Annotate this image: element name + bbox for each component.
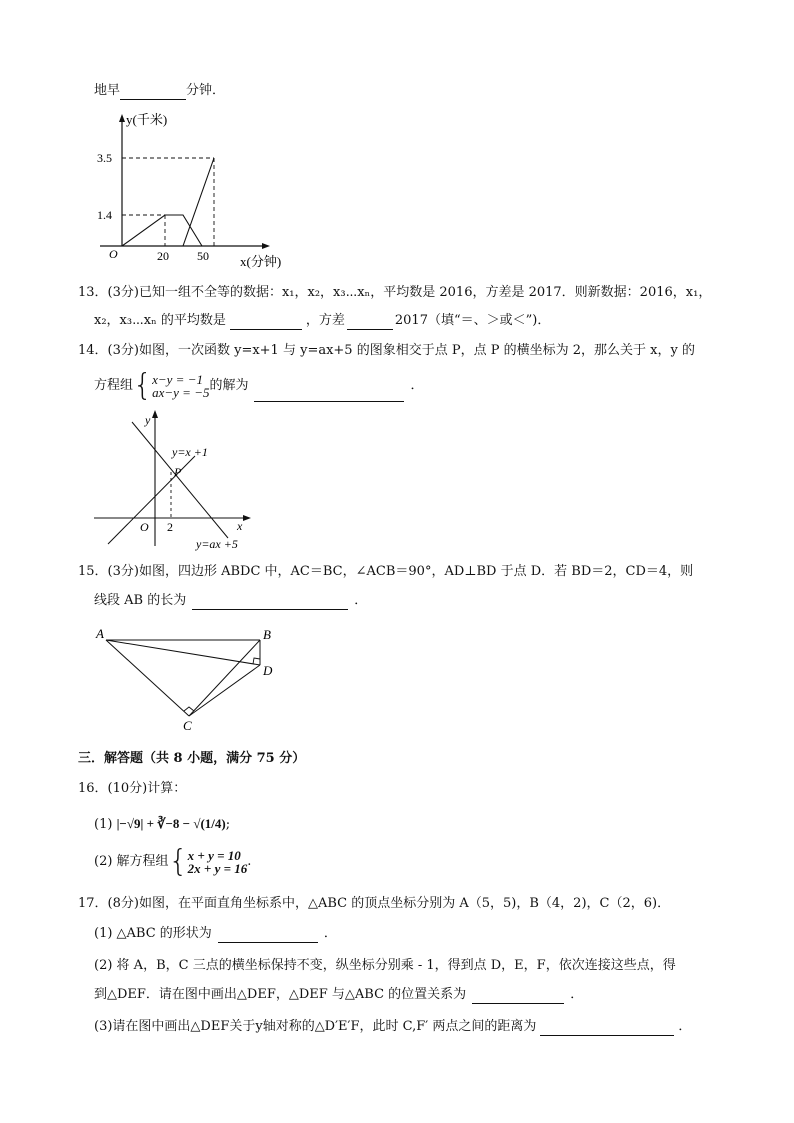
graph2-y-label: y — [145, 413, 151, 427]
q16-sub1-end: ; — [225, 817, 231, 832]
q14-answer-blank[interactable] — [254, 387, 404, 402]
q14-eq1: x−y = −1 — [152, 371, 203, 387]
q14-text2a: 方程组 — [94, 378, 134, 393]
q13-line1 — [78, 284, 711, 302]
q17-sub1b: ． — [323, 926, 337, 941]
q17-distance-blank[interactable] — [540, 1021, 674, 1036]
q16-eq2: 2x + y = 16 — [187, 860, 248, 876]
linear-functions-graph — [92, 406, 267, 554]
q14-system: { — [133, 367, 153, 403]
q16-sub2-label: (2) 解方程组 — [94, 854, 169, 869]
q14-equations — [152, 373, 209, 399]
q17-sub3a: (3)请在图中画出△DEF关于y轴对称的△D′E′F，此时 C,F′ 两点之间的距离为 — [94, 1019, 537, 1034]
q17-text1: 如图，在平面直角坐标系中，△ABC 的顶点坐标分别为 A（5，5)，B（4，2)，C（2，6)． — [138, 896, 671, 911]
q13-line2 — [94, 312, 550, 330]
graph2-origin: O — [140, 520, 149, 534]
q16-sub1-label: (1) — [94, 817, 113, 832]
q17-sub2-line2 — [94, 986, 583, 1004]
q13-text2c: 2017（填“＝、＞或＜”)． — [394, 313, 551, 328]
distance-time-graph — [95, 108, 295, 273]
q15-line1 — [78, 563, 693, 581]
fig15-label-D: D — [263, 663, 273, 678]
graph2-xtick-2: 2 — [167, 520, 173, 534]
q14-eq2: ax−y = −5 — [152, 384, 210, 400]
graph2-point-P: P — [174, 465, 182, 479]
graph2-line1-label: y=x +1 — [172, 445, 208, 459]
q14-number: 14．(3分) — [78, 343, 139, 358]
q17-sub3 — [94, 1018, 691, 1036]
graph1-origin: O — [109, 247, 118, 261]
graph1-y-label: y(千米) — [126, 112, 168, 127]
q17-sub2-line2a: 到△DEF．请在图中画出△DEF，△DEF 与△ABC 的位置关系为 — [94, 987, 467, 1002]
q13-text1: 已知一组不全等的数据：x₁，x₂，x₃⋯xₙ，平均数是 2016，方差是 2017．则新数据：2016，x₁， — [138, 285, 712, 300]
fig15-label-C: C — [183, 718, 192, 733]
q15-text2b: ． — [354, 593, 368, 608]
q17-sub1a: (1) △ABC 的形状为 — [94, 926, 212, 941]
q13-text2b: ，方差 — [305, 313, 345, 328]
q14-text1: 如图，一次函数 y=x+1 与 y=ax+5 的图象相交于点 P，点 P 的横坐标为 2，那么关于 x，y 的 — [138, 343, 695, 358]
q16-system: { — [168, 843, 188, 879]
graph1-x-label: x(分钟) — [240, 254, 282, 269]
q14-text2c: ． — [410, 378, 424, 393]
q16-sub1 — [94, 815, 230, 834]
graph1-ytick-3.5: 3.5 — [97, 151, 112, 165]
fig15-label-A: A — [96, 626, 104, 641]
q14-line2 — [94, 367, 424, 403]
q15-text1: 如图，四边形 ABDC 中，AC＝BC，∠ACB＝90°，AD⊥BD 于点 D．若 BD＝2，CD＝4，则 — [138, 564, 694, 579]
q16-header — [78, 780, 186, 798]
graph1-xtick-50: 50 — [197, 249, 209, 263]
q16-sub2-end: . — [247, 854, 252, 869]
q15-answer-blank[interactable] — [192, 595, 348, 610]
q17-sub2-line1: (2) 将 A，B，C 三点的横坐标保持不变，纵坐标分别乘 - 1，得到点 D，E，F，依次连接这些点，得 — [94, 958, 676, 973]
quadrilateral-figure — [92, 624, 282, 736]
q17-sub2-line2b: ． — [570, 987, 584, 1002]
q12-answer-blank[interactable] — [120, 85, 186, 100]
q13-text2a: x₂，x₃⋯xₙ 的平均数是 — [94, 313, 226, 328]
q17-number: 17．(8分) — [78, 896, 139, 911]
q16-eq1: x + y = 10 — [187, 847, 241, 863]
graph2-line2-label: y=ax +5 — [196, 537, 238, 551]
q12-suffix: 分钟． — [186, 83, 226, 98]
fig15-label-B: B — [263, 627, 271, 642]
q17-line1 — [78, 895, 670, 913]
graph1-xtick-20: 20 — [157, 249, 169, 263]
q16-text: 计算： — [147, 781, 187, 796]
q15-line2 — [94, 592, 367, 610]
section3-title: 三．解答题（共 8 小题，满分 75 分） — [78, 751, 306, 766]
q16-number: 16．(10分) — [78, 781, 148, 796]
q13-variance-blank[interactable] — [347, 315, 393, 330]
q15-number: 15．(3分) — [78, 564, 139, 579]
q17-shape-blank[interactable] — [218, 928, 318, 943]
q12-tail — [94, 82, 225, 100]
q14-text2b: 的解为 — [209, 378, 249, 393]
graph2-x-label: x — [237, 519, 243, 533]
q17-sub3b: ． — [678, 1019, 692, 1034]
q15-text2a: 线段 AB 的长为 — [94, 593, 187, 608]
graph1-ytick-1.4: 1.4 — [97, 208, 112, 222]
q13-mean-blank[interactable] — [230, 315, 302, 330]
q16-equations — [188, 849, 248, 875]
q17-relation-blank[interactable] — [472, 989, 564, 1004]
q17-sub1 — [94, 925, 337, 943]
q14-line1 — [78, 342, 695, 360]
q13-number: 13．(3分) — [78, 285, 139, 300]
q16-sub2 — [94, 843, 252, 879]
q12-prefix: 地早 — [94, 83, 121, 98]
q16-sub1-expression: |−√9| + ∛−8 − √(1/4) — [116, 816, 226, 831]
